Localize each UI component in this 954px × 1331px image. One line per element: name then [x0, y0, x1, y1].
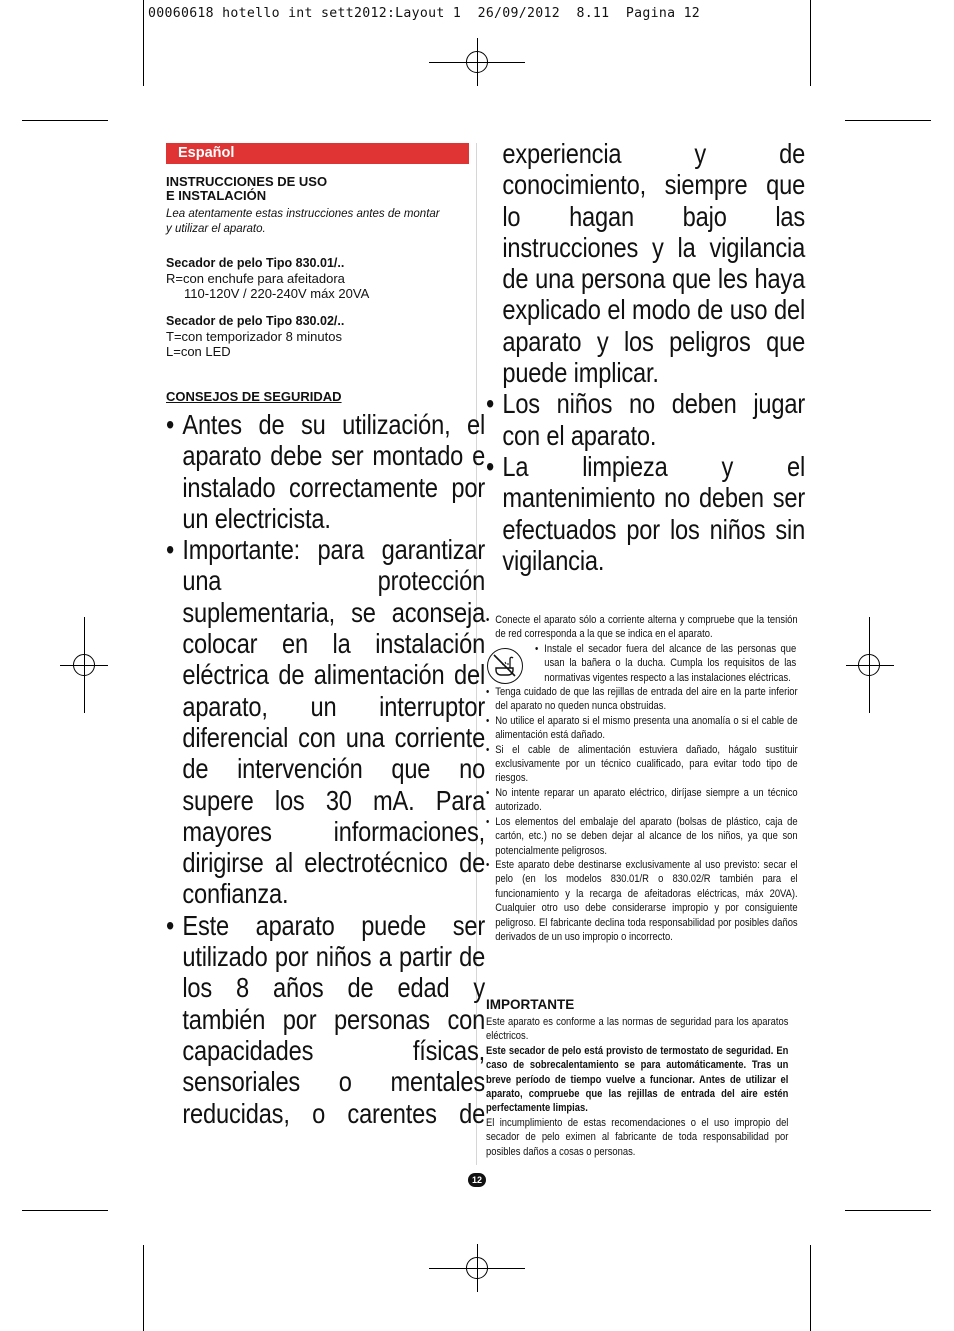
install-heading-line-2: E INSTALACIÓN	[166, 188, 267, 203]
list-item: • No utilice el aparato si el mismo presenta una anomalía o si el cable de alimentación está dañado.	[486, 714, 798, 742]
important-paragraph-bold: Este secador de pelo está provisto de termostato de seguridad. En caso de sobrecalentamiento se para automáticamente. Tras un breve período de tiempo vuelve a funcionar. Antes de utilizar el aparato, compruebe que las rejillas de entrada del aire estén perfectamente limpias.	[486, 1044, 789, 1115]
list-item: • Este aparato puede ser utilizado por niños a partir de los 8 años de edad y también por personas con capacidades físicas, sensoriales o mentales reducidas, o carentes de	[166, 909, 486, 1129]
safety-heading: CONSEJOS DE SEGURIDAD	[166, 389, 342, 404]
important-section	[486, 997, 796, 1159]
list-item: • Si el cable de alimentación estuviera dañado, hágalo sustituir exclusivamente por un técnico cualificado, para evitar todo tipo de riesgos.	[486, 743, 798, 785]
model-line: R=con enchufe para afeitadora	[166, 271, 345, 286]
language-tab: Español	[166, 143, 469, 164]
install-intro-line-1: Lea atentamente estas instrucciones antes de montar	[166, 208, 440, 220]
install-intro-line-2: y utilizar el aparato.	[166, 223, 266, 235]
list-item: • Este aparato debe destinarse exclusivamente al uso previsto: secar el pelo (en los modelos 830.01/R o 830.02/R también para el funcionamiento y la recarga de afeitadoras eléctricas, máx 20VA). Cualquier otro uso debe considerarse impropio y por consiguiente peligroso. El fabricante declina toda responsabilidad por posibles daños derivados de un uso impropio o incorrecto.	[486, 858, 798, 943]
small-safety-list	[486, 613, 796, 944]
important-paragraph: Este aparato es conforme a las normas de seguridad para los aparatos eléctricos.	[486, 1016, 789, 1043]
list-item: • Los niños no deben jugar con el aparato.	[486, 388, 806, 451]
model-block-1	[166, 256, 369, 301]
print-slug-line: 00060618 hotello int sett2012:Layout 1 26/09/2012 8.11 Pagina 12	[148, 6, 701, 21]
model-line: T=con temporizador 8 minutos	[166, 329, 342, 344]
list-item: • La limpieza y el mantenimiento no deben ser efectuados por los niños sin vigilancia.	[486, 450, 806, 576]
page-number: 12	[468, 1173, 486, 1187]
model-line: L=con LED	[166, 344, 231, 359]
list-item: • No intente reparar un aparato eléctrico, diríjase siempre a un técnico autorizado.	[486, 786, 798, 814]
install-heading-line-1: INSTRUCCIONES DE USO	[166, 174, 328, 189]
important-paragraph: El incumplimiento de estas recomendaciones o el uso impropio del secador de pelo eximen al fabricante de toda responsabilidad por posibles daños a cosas o personas.	[486, 1116, 789, 1158]
important-title: IMPORTANTE	[486, 997, 575, 1012]
no-bath-icon	[487, 648, 523, 684]
install-section	[166, 175, 440, 237]
model-title: Secador de pelo Tipo 830.02/..	[166, 314, 345, 328]
safety-bullets-right	[486, 138, 896, 576]
list-item: • Conecte el aparato sólo a corriente alterna y compruebe que la tensión de red corresponda a la que se indica en el aparato.	[486, 614, 798, 641]
list-item: • Importante: para garantizar una protección suplementaria, se aconseja colocar en la instalación eléctrica de alimentación del aparato, un interruptor diferencial con una corriente de intervención que no supere los 30 mA. Para mayores informaciones, dirigirse al electrotécnico de confianza.	[166, 534, 486, 910]
model-block-2	[166, 314, 344, 359]
list-item: • Tenga cuidado de que las rejillas de entrada del aire en la parte inferior del aparato no queden nunca obstruidas.	[486, 686, 798, 713]
model-line: 110-120V / 220-240V máx 20VA	[184, 286, 370, 301]
model-title: Secador de pelo Tipo 830.01/..	[166, 256, 345, 270]
list-item: • Los elementos del embalaje del aparato (bolsas de plástico, caja de cartón, etc.) no se deben dejar al alcance de los niños, ya que son potencialmente peligrosos.	[486, 815, 798, 857]
list-item: • Antes de su utilización, el aparato debe ser montado e instalado correctamente por un electricista.	[166, 409, 486, 534]
list-item: • Instale el secador fuera del alcance de las personas que usan la bañera o la ducha. Cumpla los requisitos de las normativas vigentes respecto a las instalaciones eléctricas.	[535, 642, 797, 684]
list-item-continuation: experiencia y de conocimiento, siempre que lo hagan bajo las instrucciones y la vigilancia de una persona que les haya explicado el modo de uso del aparato y los peligros que puede implicar.	[502, 138, 806, 389]
